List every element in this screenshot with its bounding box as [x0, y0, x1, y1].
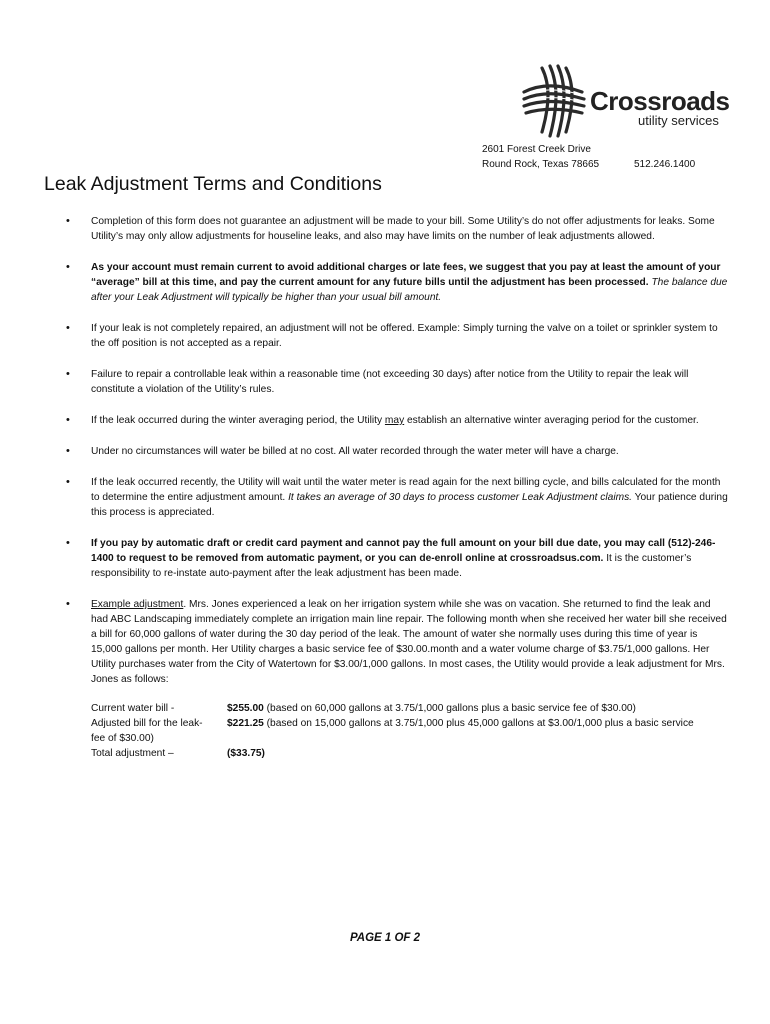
example-label: Example adjustment [91, 599, 184, 610]
term-text: establish an alternative winter averaging period for the customer. [407, 415, 699, 426]
calc-value [227, 716, 728, 731]
term-item [60, 536, 728, 581]
woven-emblem-icon [520, 62, 592, 142]
calc-amount: ($33.75) [227, 748, 265, 759]
calc-note: (based on 60,000 gallons at 3.75/1,000 gallons plus a basic service fee of $30.00) [263, 703, 636, 714]
calc-note: (based on 15,000 gallons at 3.75/1,000 plus 45,000 gallons at $3.00/1,000 plus a basic service [263, 718, 694, 729]
term-item [60, 444, 728, 459]
calc-row-adjusted [91, 716, 728, 731]
logo-subtitle: utility services [638, 113, 719, 128]
term-text: If your leak is not completely repaired, an adjustment will not be offered. Example: Simply turning the valve on a toilet or sprinkler system to the off position is not accepted as a repair. [91, 323, 718, 349]
term-underlined-word: may [384, 415, 405, 426]
calc-value [227, 701, 728, 716]
term-italic-text: The balance due after your Leak Adjustment will typically be higher than your usual bill amount. [91, 277, 728, 303]
logo-name: Crossroads [590, 86, 730, 116]
calc-amount: $221.25 [227, 718, 264, 729]
calc-label: Adjusted bill for the leak- [91, 718, 203, 729]
term-item-example [60, 597, 728, 761]
example-text: . Mrs. Jones experienced a leak on her irrigation system while she was on vacation. She returned to find the leak and had ABC Landscaping immediately complete an irrigation main line repair. The following month when she received her water bill she received a bill for 60,000 gallons of water during the 30 day period of the leak. The amount of water she normally uses during this time of year is 15,000 gallons per month. Her Utility charges a basic service fee of $30.00.month and a water volume charge of $3.75/1,000 gallons. Her Utility purchases water from the City of Watertown for $3.00/1,000 gallons. In most cases, the Utility would provide a leak adjustment for Mrs. Jones as follows: [91, 599, 727, 685]
term-text: Failure to repair a controllable leak within a reasonable time (not exceeding 30 days) after notice from the Utility to repair the leak will constitute a violation of the Utility’s rules. [91, 369, 689, 395]
term-item [60, 413, 728, 428]
term-text: Completion of this form does not guarantee an adjustment will be made to your bill. Some Utility’s do not offer adjustments for leaks. Some Utility’s may only allow adjustments for houseline leaks, and also may have limits on the number of leak adjustments allowed. [91, 216, 715, 242]
term-text: If the leak occurred during the winter averaging period, the Utility [91, 415, 383, 426]
term-item [60, 321, 728, 351]
calc-row-current [91, 701, 728, 716]
terms-list [60, 214, 728, 761]
calc-continuation: fee of $30.00) [91, 733, 154, 744]
term-text: If the leak occurred recently, the Utility will wait until the water meter is read again for the next billing cycle, and bills calculated for the month to determine the entire adjustment amount. [91, 477, 721, 503]
page-number: PAGE 1 OF 2 [349, 932, 421, 944]
page-title: Leak Adjustment Terms and Conditions [44, 173, 382, 195]
address-phone: 512.246.1400 [634, 159, 696, 170]
term-text: It is the customer’s responsibility to re-instate auto-payment after the leak adjustment has been made. [91, 553, 692, 579]
term-item [60, 214, 728, 244]
adjustment-calculation [91, 701, 728, 761]
address-street: 2601 Forest Creek Drive [482, 144, 591, 155]
term-bold-text: As your account must remain current to avoid additional charges or late fees, we suggest that you pay at least the amount of your “average” bill at this time, and pay the current amount for any future bills until the adjustment has been processed. [91, 262, 721, 288]
calc-label: Current water bill - [91, 703, 175, 714]
term-item [60, 260, 728, 305]
term-text: Under no circumstances will water be billed at no cost. All water recorded through the water meter will have a charge. [91, 446, 619, 457]
term-text: Your patience during this process is appreciated. [91, 492, 728, 518]
term-item [60, 475, 728, 520]
term-italic-text: It takes an average of 30 days to process customer Leak Adjustment claims. [288, 492, 632, 503]
company-address [482, 142, 696, 172]
calc-row-total [91, 746, 728, 761]
term-item [60, 367, 728, 397]
term-bold-text: If you pay by automatic draft or credit card payment and cannot pay the full amount on your bill due date, you may call (512)-246-1400 to request to be removed from automatic payment, or you can de-enroll online at crossroadsus.com. [91, 538, 716, 564]
address-city: Round Rock, Texas 78665 [482, 159, 600, 170]
calc-amount: $255.00 [227, 703, 264, 714]
calc-label: Total adjustment – [91, 748, 174, 759]
crossroads-logo [520, 62, 730, 142]
